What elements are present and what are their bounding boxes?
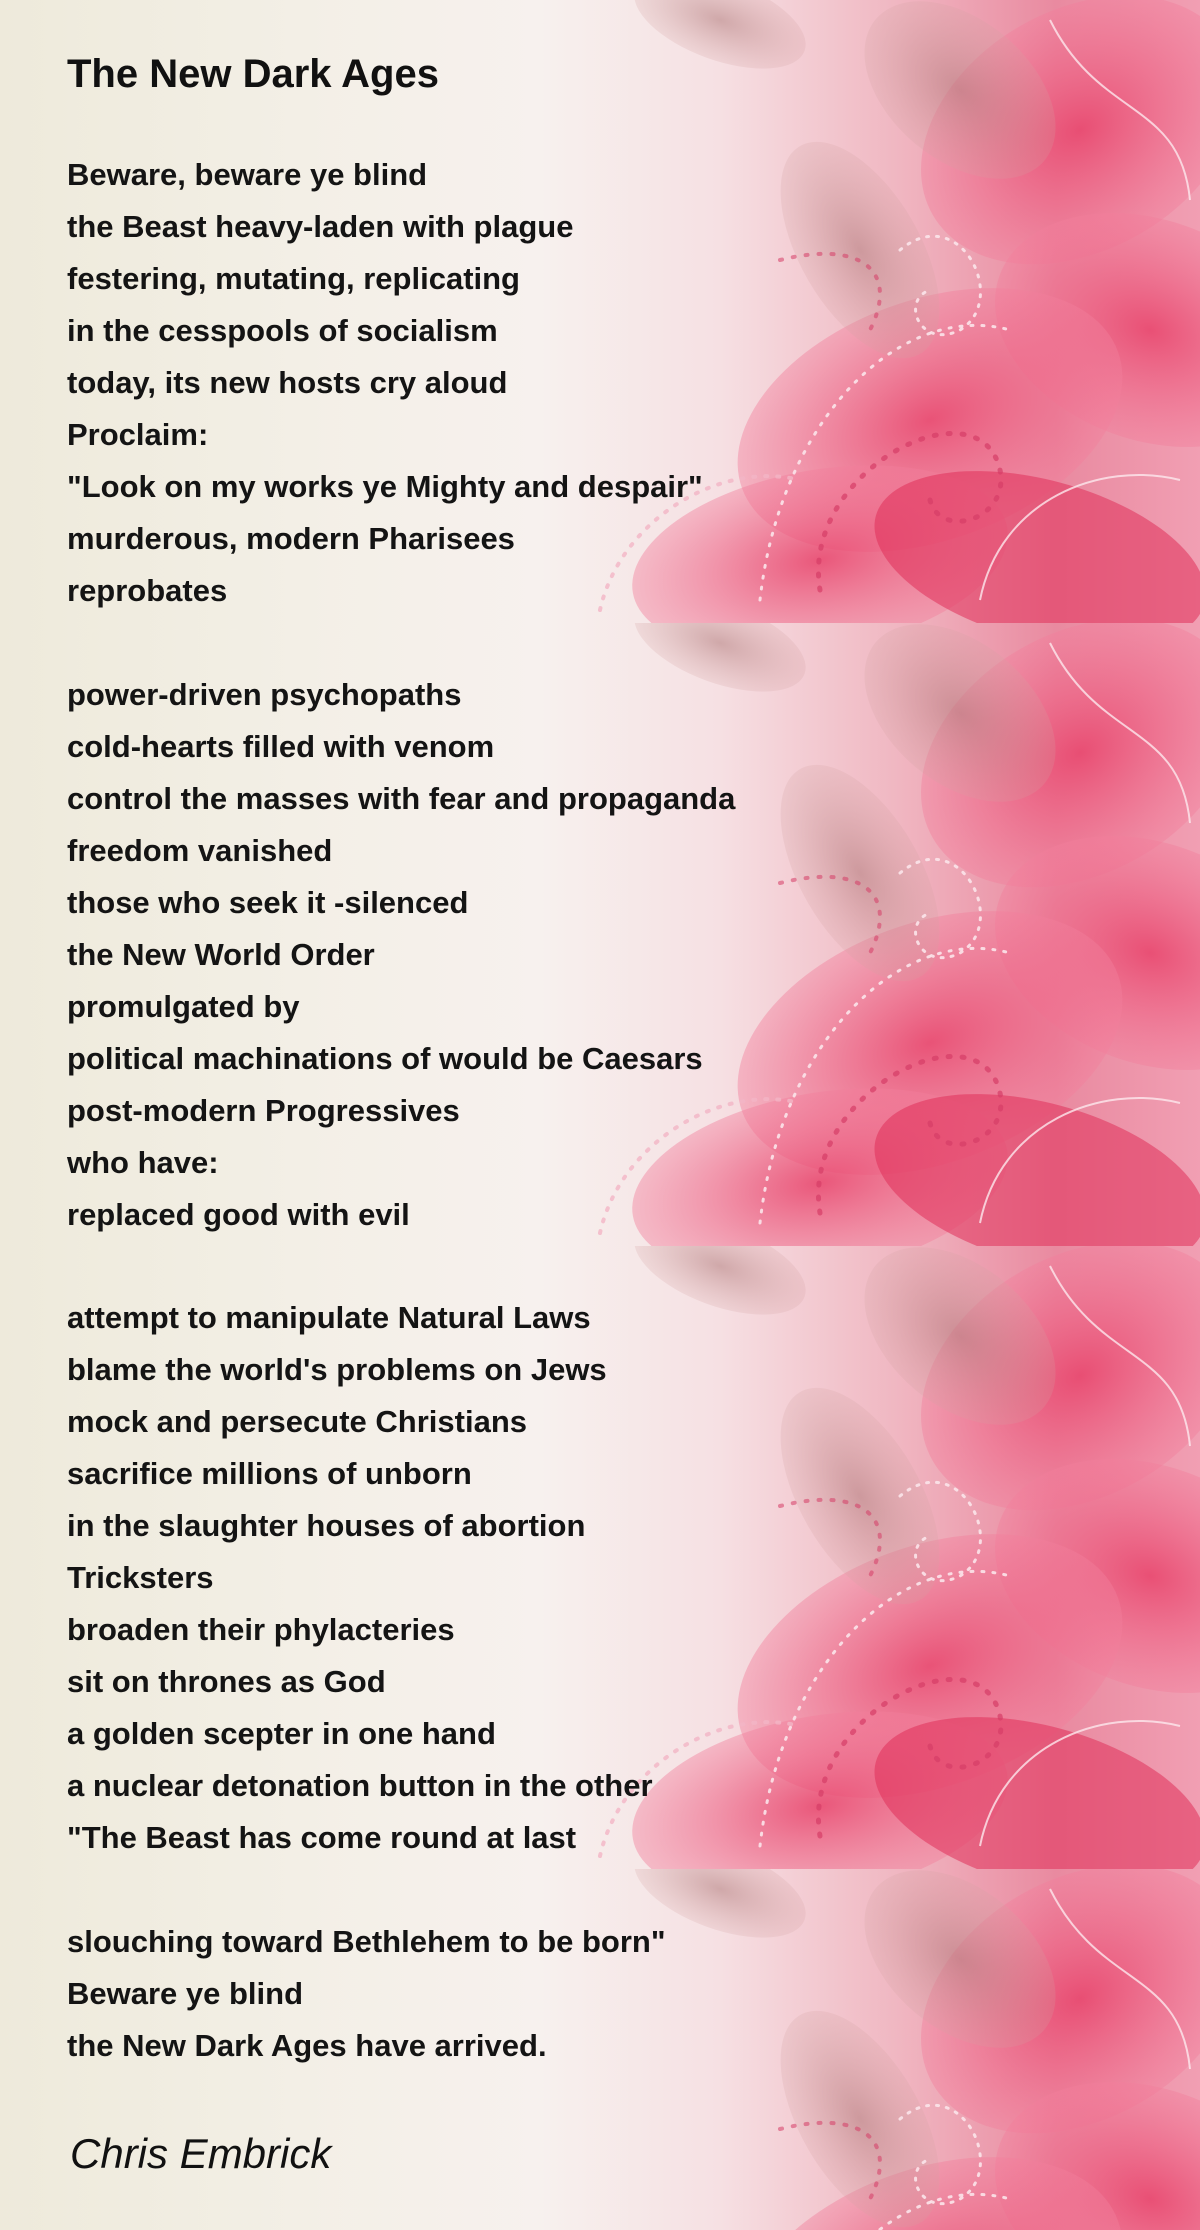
- poem-line: promulgated by: [67, 989, 300, 1024]
- poem-line: murderous, modern Pharisees: [67, 521, 515, 556]
- poem-line: slouching toward Bethlehem to be born": [67, 1924, 666, 1959]
- poem-line: blame the world's problems on Jews: [67, 1352, 607, 1387]
- poem-line: attempt to manipulate Natural Laws: [67, 1300, 591, 1335]
- poem-line: mock and persecute Christians: [67, 1404, 527, 1439]
- poem-line: power-driven psychopaths: [67, 677, 462, 712]
- poem-line: a nuclear detonation button in the other: [67, 1768, 653, 1803]
- poem-line: broaden their phylacteries: [67, 1612, 455, 1647]
- poem-line: those who seek it -silenced: [67, 885, 469, 920]
- poem-line: political machinations of would be Caesars: [67, 1041, 703, 1076]
- poem-line: the New Dark Ages have arrived.: [67, 2028, 547, 2063]
- poem-line: in the cesspools of socialism: [67, 313, 498, 348]
- stanza-1: [67, 149, 703, 617]
- poem-line: Proclaim:: [67, 417, 209, 452]
- poem-line: who have:: [67, 1145, 219, 1180]
- poem-line: reprobates: [67, 573, 228, 608]
- poem-line: replaced good with evil: [67, 1197, 410, 1232]
- poem-line: freedom vanished: [67, 833, 333, 868]
- poem-line: festering, mutating, replicating: [67, 261, 520, 296]
- poem-line: control the masses with fear and propaganda: [67, 781, 736, 816]
- poem-line: Beware ye blind: [67, 1976, 304, 2011]
- poem-line: sacrifice millions of unborn: [67, 1456, 472, 1491]
- poem-line: sit on thrones as God: [67, 1664, 386, 1699]
- poem-line: "Look on my works ye Mighty and despair": [67, 469, 703, 504]
- poem-line: today, its new hosts cry aloud: [67, 365, 508, 400]
- poem-line: the Beast heavy-laden with plague: [67, 209, 574, 244]
- stanza-2: [67, 669, 735, 1241]
- poem-line: a golden scepter in one hand: [67, 1716, 496, 1751]
- poem-line: in the slaughter houses of abortion: [67, 1508, 586, 1543]
- poem-line: "The Beast has come round at last: [67, 1820, 577, 1855]
- poem-author: Chris Embrick: [70, 2130, 332, 2177]
- stanza-3: [67, 1292, 653, 1864]
- poem-line: Tricksters: [67, 1560, 214, 1595]
- stanza-4: [67, 1916, 666, 2072]
- poem-line: Beware, beware ye blind: [67, 157, 428, 192]
- poem-line: the New World Order: [67, 937, 375, 972]
- poem-line: cold-hearts filled with venom: [67, 729, 495, 764]
- poem-title: The New Dark Ages: [67, 52, 439, 96]
- poem-line: post-modern Progressives: [67, 1093, 460, 1128]
